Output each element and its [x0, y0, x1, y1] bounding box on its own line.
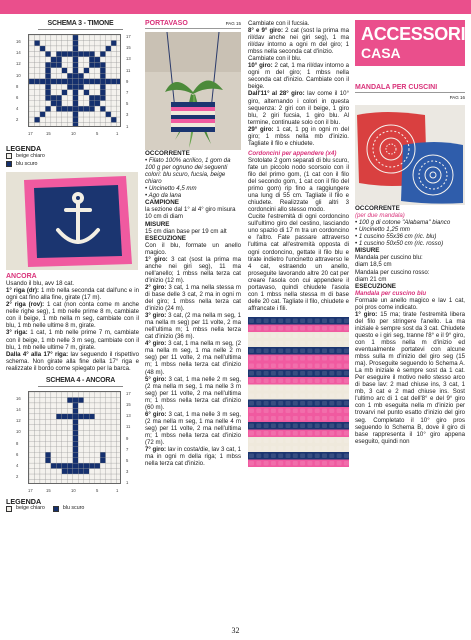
row-number: 17 — [126, 390, 131, 396]
row-number: 4 — [16, 462, 19, 468]
striped-basket-photo — [248, 317, 349, 467]
top-accent-bar — [0, 0, 471, 14]
pillows-image — [355, 105, 465, 205]
occ-item: • Uncinetto 4,5 mm — [145, 185, 197, 193]
mis-text: Mandala per cuscino blu: — [355, 254, 423, 262]
mandala-title: MANDALA PER CUSCINI — [355, 84, 438, 91]
row-number: 13 — [126, 56, 131, 62]
row-number: 2 — [16, 117, 19, 123]
camp-head: CAMPIONE — [145, 199, 179, 207]
row-number: 11 — [126, 424, 131, 430]
mis-text: 15 cm dian base per 19 cm alt — [145, 227, 227, 235]
row-number: 15 — [126, 45, 131, 51]
legend-3-beige — [6, 152, 139, 160]
row-number: 9 — [126, 435, 129, 441]
legend-4-head: LEGENDA — [6, 496, 42, 506]
row-number: 3 — [126, 469, 129, 475]
esec-text: Formate un anello magico e lav 1 cat, poi pros come indicato. — [355, 296, 465, 311]
row-number: 17 — [126, 34, 131, 40]
text: Cucite l'estremità di ogni cordoncino sull'ultimo giro del cestino, lasciando uno spazio di 17 m tra un cordoncino e l'altro. Fate passare attraverso l'ultima cat all'estremità opposta di ogni cordoncino, gettate il filo blu e tirate indietro l'uncinetto attraverso le 4 cat, estraendo un anello, proseguite lavorando altre 20 cat per creare l'asola con cui appendere il portavaso, quindi chiudete l'asola con 1 mbss nella stessa m di base delle 20 cat. Tagliate il filo, chiudete e affrancate i fili. — [248, 213, 349, 312]
row-number: 1 — [126, 480, 129, 486]
blue-swatch — [6, 161, 12, 167]
row-number: 4 — [16, 106, 19, 112]
cordoncini-heading: Cordoncini per appendere (x4) — [248, 149, 337, 157]
row-number: 8 — [16, 83, 19, 89]
row-number: 12 — [16, 418, 21, 424]
mis-text: Mandala per cuscino rosso: — [355, 268, 430, 276]
section-title-box — [355, 20, 465, 66]
text: Cambiate con il fucsia. — [248, 20, 310, 27]
occ-item: • 100 g di cotone "Alabama" bianco — [355, 219, 451, 227]
column-number: 10 — [71, 487, 76, 493]
schema-4-chart — [16, 391, 139, 495]
schema-4-grid — [28, 391, 121, 484]
mis-text: diam 18,5 cm — [355, 261, 392, 269]
text: Cambiate con il blu. — [248, 55, 302, 63]
page-ref: PAG 15 — [225, 21, 241, 26]
plant-hanger-photo — [145, 32, 241, 150]
occ-item: • Ago da lana — [145, 192, 182, 200]
legend-label: beige chiaro — [16, 152, 45, 159]
legend-label: blu scuro — [16, 160, 38, 167]
section-subtitle: CASA — [361, 45, 401, 61]
row-number: 14 — [16, 406, 21, 412]
column-number: 5 — [96, 487, 99, 493]
pillows-photo — [355, 105, 465, 205]
section-title: ACCESSORI — [361, 24, 466, 44]
row-number: 5 — [126, 101, 129, 107]
column-1 — [6, 20, 139, 513]
occ-sub: (per due mandala) — [355, 212, 405, 220]
portavaso-header — [145, 20, 241, 29]
camp-text: la sezione dal 1° al 4° giro misura 10 cm di diam — [145, 206, 236, 221]
row-number: 3 — [126, 112, 129, 118]
row-number: 5 — [126, 457, 129, 463]
mandala-header — [355, 84, 465, 93]
occ-item: • Uncinetto 1,25 mm — [355, 226, 410, 234]
striped-basket-image — [248, 317, 349, 467]
anchor-square-image — [6, 172, 138, 270]
column-number: 15 — [46, 131, 51, 137]
row-number: 12 — [16, 61, 21, 67]
esec-text: 1° giro: 15 ma; tirate l'estremità libera del filo per stringere l'anello. La ma iniziale è sempre sost da 3 cat. Chiudete questo e i giri seg, tranne l'8° e il 9° giro, con 1 mbss nella m d'inizio ed eventualmente portatevi con alcune mbss sulla m d'inizio del giro seg (15 ma). Proseguite seguendo lo Schema A. La mb iniziale è sempre sost da 1 cat. Per eseguire il motivo nello stesso arco di base lav: 2 mad chiuse ins, 3 cat, 1 mb, 3 cat e 2 mad chiuse ins. Sost l'ultimo arc di 1 cat dell'8° e del 9° giro con 1 mb eseguita nella m d'inizio per trovarvi nel punto esatto d'inizio del giro seg. Completato il 10° giro pros seguendo lo Schema B, dove il giro di base rappresenta il 10° giro appena eseguito, quindi non — [355, 310, 465, 445]
legend-3-head: LEGENDA — [6, 144, 42, 154]
row-number: 2 — [16, 474, 19, 480]
beige-swatch — [6, 506, 12, 512]
row-number: 1 — [126, 123, 129, 129]
ancora-text-4: 3° riga: 1 cat, 1 mb nelle prime 7 m, cambiate con il beige, 1 mb nelle 3 m seg, cambiate con il blu, 1 mb nelle ultime 7 m, girate. — [6, 329, 139, 351]
legend-3-blue — [6, 160, 139, 168]
ancora-text-2: 1° riga (dr): 1 mb nella seconda cat dall'unc e in ogni cat fino alla fine, girate (17 m). — [6, 287, 139, 302]
mis-head: MISURE — [355, 247, 380, 255]
occ-item: • 1 cuscino 55x36 cm (ric. blu) — [355, 233, 437, 241]
esec-text: 5° giro: 3 cat, 1 ma nelle 2 m seg, (2 ma nella m seg, 1 ma nelle 3 m seg) per 11 volte, 2 ma nell'ultima m; 1 mbss nella terza cat d'inizio (60 m). — [145, 375, 242, 411]
row-number: 16 — [16, 39, 21, 45]
legend-4-row — [6, 505, 139, 513]
column-2 — [145, 20, 241, 467]
row-number: 11 — [126, 67, 131, 73]
row-number: 10 — [16, 429, 21, 435]
occ-item: • Filato 100% acrilico, 1 gom da 100 g per ognuno dei seguenti colori: blu scuro, fucsia, beige chiaro — [145, 157, 231, 186]
page-number: 32 — [231, 626, 240, 635]
column-number: 5 — [96, 131, 99, 137]
row-number: 8 — [16, 440, 19, 446]
esec-text: 7° giro: lav in costa/die, lav 3 cat, 1 ma in ogni m della riga; 1 mbss nella terza cat d'inizio. — [145, 446, 242, 468]
row-number: 10 — [16, 72, 21, 78]
column-number: 1 — [116, 131, 119, 137]
esec-text: Con il blu, formate un anello magico. — [145, 241, 241, 256]
column-number: 17 — [28, 487, 33, 493]
row-number: 7 — [126, 90, 129, 96]
text: 10° giro: 2 cat, 1 ma ril/dav intorno a ogni m del giro; 1 mbss nella seconda cat d'inizio. Cambiate con il beige. — [248, 62, 349, 91]
page-ref: PAG 16 — [449, 95, 465, 101]
esec-head: ESECUZIONE — [355, 282, 396, 290]
esec-text: 6° giro: 3 cat, 1 ma nelle 3 m seg, (2 ma nella m seg, 1 ma nelle 4 m seg) per 11 volte, 2 ma nell'ultima m; 1 mbss nella terza cat d'inizio (72 m). — [145, 410, 242, 446]
schema-3-chart — [16, 34, 139, 142]
column-4 — [355, 20, 465, 445]
schema-4-title: SCHEMA 4 - ANCORA — [38, 377, 123, 387]
column-number: 1 — [116, 487, 119, 493]
ancora-text-5: Dalla 4° alla 17° riga: lav seguendo il rispettivo schema. Non girate alla fine della 17° riga e realizzate il bordo come spiegato per la barca. — [6, 350, 139, 372]
plant-hanger-image — [145, 32, 241, 150]
row-number: 16 — [16, 395, 21, 401]
mis-head: MISURE — [145, 220, 170, 228]
esec-text: 3° giro: 3 cat, (2 ma nella m seg, 1 ma nella m seg) per 11 volte, 2 ma nell'ultima m; 1 mbss nella terza cat d'inizio (36 m). — [145, 312, 241, 341]
text: Srotolate 2 gom separati di blu scuro, fate un piccolo nodo scorsoio con il filo del primo gom, (1 cat con il filo del secondo gom, 1 cat con il filo del primo gom) rip fino a raggiungere una lung di 55 cm. Tagliate il filo e chiudete. Realizzate gli altri 3 cordoncini allo stesso modo. — [248, 156, 349, 214]
legend-label: blu scuro — [62, 505, 85, 512]
column-3 — [248, 20, 349, 467]
occ-item: • 1 cuscino 50x50 cm (ric. rosso) — [355, 240, 444, 248]
esec-text: 1° giro: 3 cat (sost la prima ma anche nei giri seg), 11 ma nell'anello; 1 mbss nella terza cat d'inizio (12 m). — [145, 255, 241, 284]
portavaso-title: PORTAVASO — [145, 20, 188, 27]
row-number: 14 — [16, 50, 21, 56]
legend-label: beige chiaro — [16, 505, 45, 512]
column-number: 10 — [71, 131, 76, 137]
occ-head: OCCORRENTE — [355, 205, 400, 213]
row-number: 13 — [126, 413, 131, 419]
esec-text: 2° giro: 3 cat, 1 ma nella stessa m di base delle 3 cat, 2 ma in ogni m del giro; 1 mbss nella terza cat d'inizio (24 m). — [145, 283, 242, 313]
text: 29° giro: 1 cat, 1 pg in ogni m del giro; 1 mbss nella mb d'inizio. Tagliate il filo e chiudete. — [248, 125, 349, 147]
schema-3-grid — [28, 34, 121, 127]
blue-swatch — [53, 506, 59, 512]
schema-3-title: SCHEMA 3 - TIMONE — [38, 20, 123, 30]
column-number: 15 — [46, 487, 51, 493]
row-number: 9 — [126, 78, 129, 84]
esec-head: ESECUZIONE — [145, 234, 186, 242]
mis-text: diam 21 cm — [355, 275, 387, 283]
text: 8° e 9° giro: 2 cat (sost la prima ma ril/dav anche nei giri seg), 1 ma ril/dav intorno a ogni m del giro; 1 mbss nella seconda cat d'inizio. — [248, 27, 349, 56]
esec-text: 4° giro: 3 cat, 1 ma nella m seg, (2 ma nella m seg, 1 ma nelle 2 m seg) per 11 volte, 2 ma nell'ultima m; 1 mbss nella terza cat d'inizio (48 m). — [145, 340, 241, 376]
ancora-text-1: Usando il blu, avv 18 cat. — [6, 280, 75, 288]
ancora-heading: ANCORA — [6, 273, 37, 281]
column-number: 17 — [28, 131, 33, 137]
row-number: 7 — [126, 446, 129, 452]
esec-sub: Mandala per cuscino blu — [355, 289, 427, 297]
beige-swatch — [6, 153, 12, 159]
anchor-square-photo — [6, 172, 138, 270]
text: Dall'11° al 28° giro: lav come il 10° giro, alternando i colori in questa sequenza: 2 giri con il beige, 1 giro blu, 2 giri fucsia, 1 giro blu. Al termine, continuate solo con il blu. — [248, 90, 350, 126]
row-number: 6 — [16, 95, 19, 101]
row-number: 15 — [126, 401, 131, 407]
ancora-text-3: 2° riga (rov): 1 cat (non conta come m anche nelle righe seg), 1 mb nelle prime 8 m, cambiate con il beige, 1 mb nella m seg, cambiate con il blu, 1 mb nelle ultime 8 m, girate. — [6, 301, 139, 330]
row-number: 6 — [16, 451, 19, 457]
occ-head: OCCORRENTE — [145, 150, 190, 158]
